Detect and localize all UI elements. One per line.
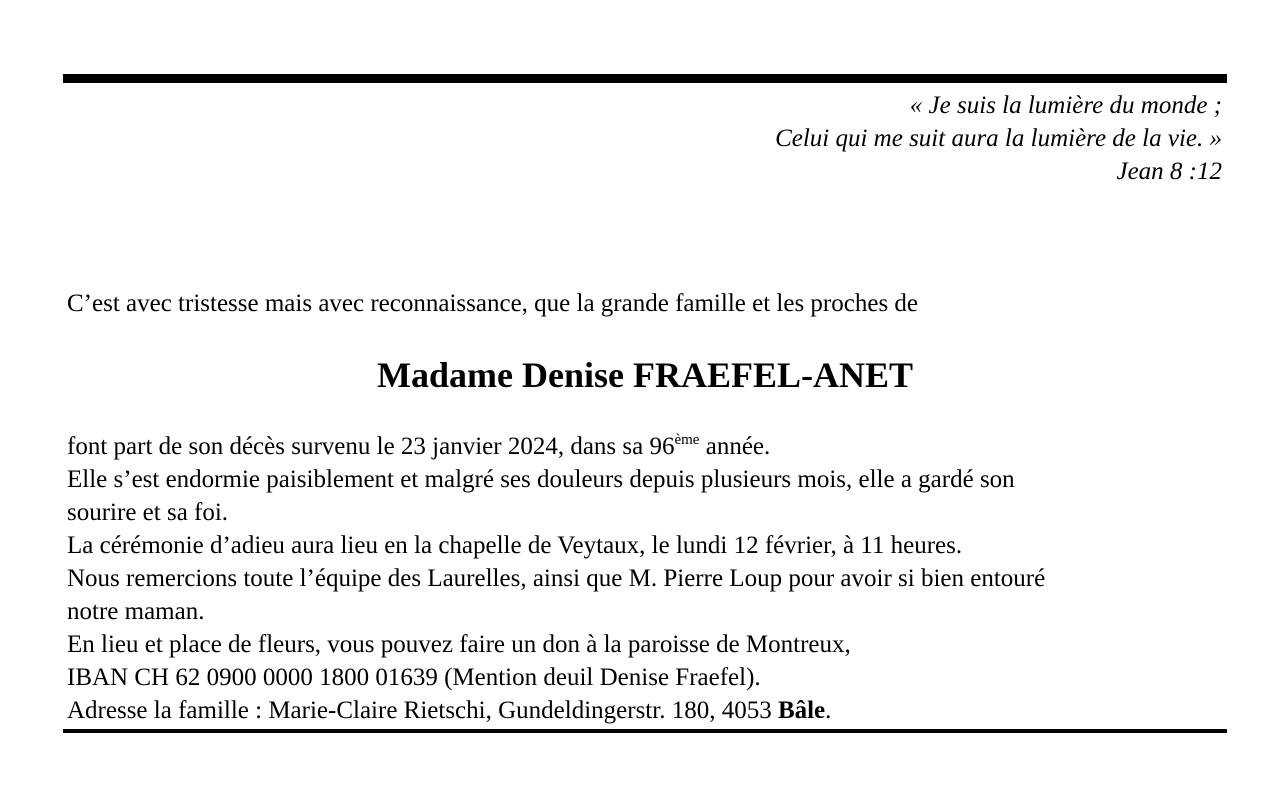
address-end: . bbox=[825, 697, 832, 724]
intro-text: C’est avec tristesse mais avec reconnaissance, que la grande famille et les proches de bbox=[67, 290, 919, 317]
family-address-line bbox=[67, 694, 1217, 727]
verse-line-1: « Je suis la lumière du monde ; bbox=[909, 92, 1222, 119]
iban-line: IBAN CH 62 0900 0000 1800 01639 (Mention deuil Denise Fraefel). bbox=[67, 664, 761, 691]
address-city: Bâle bbox=[777, 697, 826, 724]
deceased-name: Madame Denise FRAEFEL-ANET bbox=[377, 355, 913, 395]
top-rule bbox=[63, 74, 1227, 83]
verse-reference: Jean 8 :12 bbox=[1116, 158, 1222, 185]
thanks-line-1: Nous remercions toute l’équipe des Laurelles, ainsi que M. Pierre Loup pour avoir si bien entouré bbox=[67, 565, 1046, 592]
announcement-line-1 bbox=[67, 430, 1217, 463]
ceremony-line: La cérémonie d’adieu aura lieu en la chapelle de Veytaux, le lundi 12 février, à 11 heures. bbox=[67, 532, 963, 559]
donation-line: En lieu et place de fleurs, vous pouvez faire un don à la paroisse de Montreux, bbox=[67, 631, 851, 658]
thanks-line-2: notre maman. bbox=[67, 598, 205, 625]
address-text: Adresse la famille : Marie-Claire Rietschi, Gundeldingerstr. 180, 4053 bbox=[67, 697, 778, 724]
announcement-line-3: sourire et sa foi. bbox=[67, 499, 229, 526]
announcement-line-2: Elle s’est endormie paisiblement et malgré ses douleurs depuis plusieurs mois, elle a gardé son bbox=[67, 466, 1015, 493]
bottom-rule bbox=[63, 729, 1227, 733]
ordinal-suffix: ème bbox=[674, 432, 700, 448]
bible-verse bbox=[775, 89, 1222, 188]
announcement-text bbox=[67, 430, 1217, 727]
age-year-text: année. bbox=[699, 433, 771, 460]
death-date-text: font part de son décès survenu le 23 janvier 2024, dans sa 96 bbox=[67, 433, 675, 460]
verse-line-2: Celui qui me suit aura la lumière de la vie. » bbox=[775, 125, 1222, 152]
